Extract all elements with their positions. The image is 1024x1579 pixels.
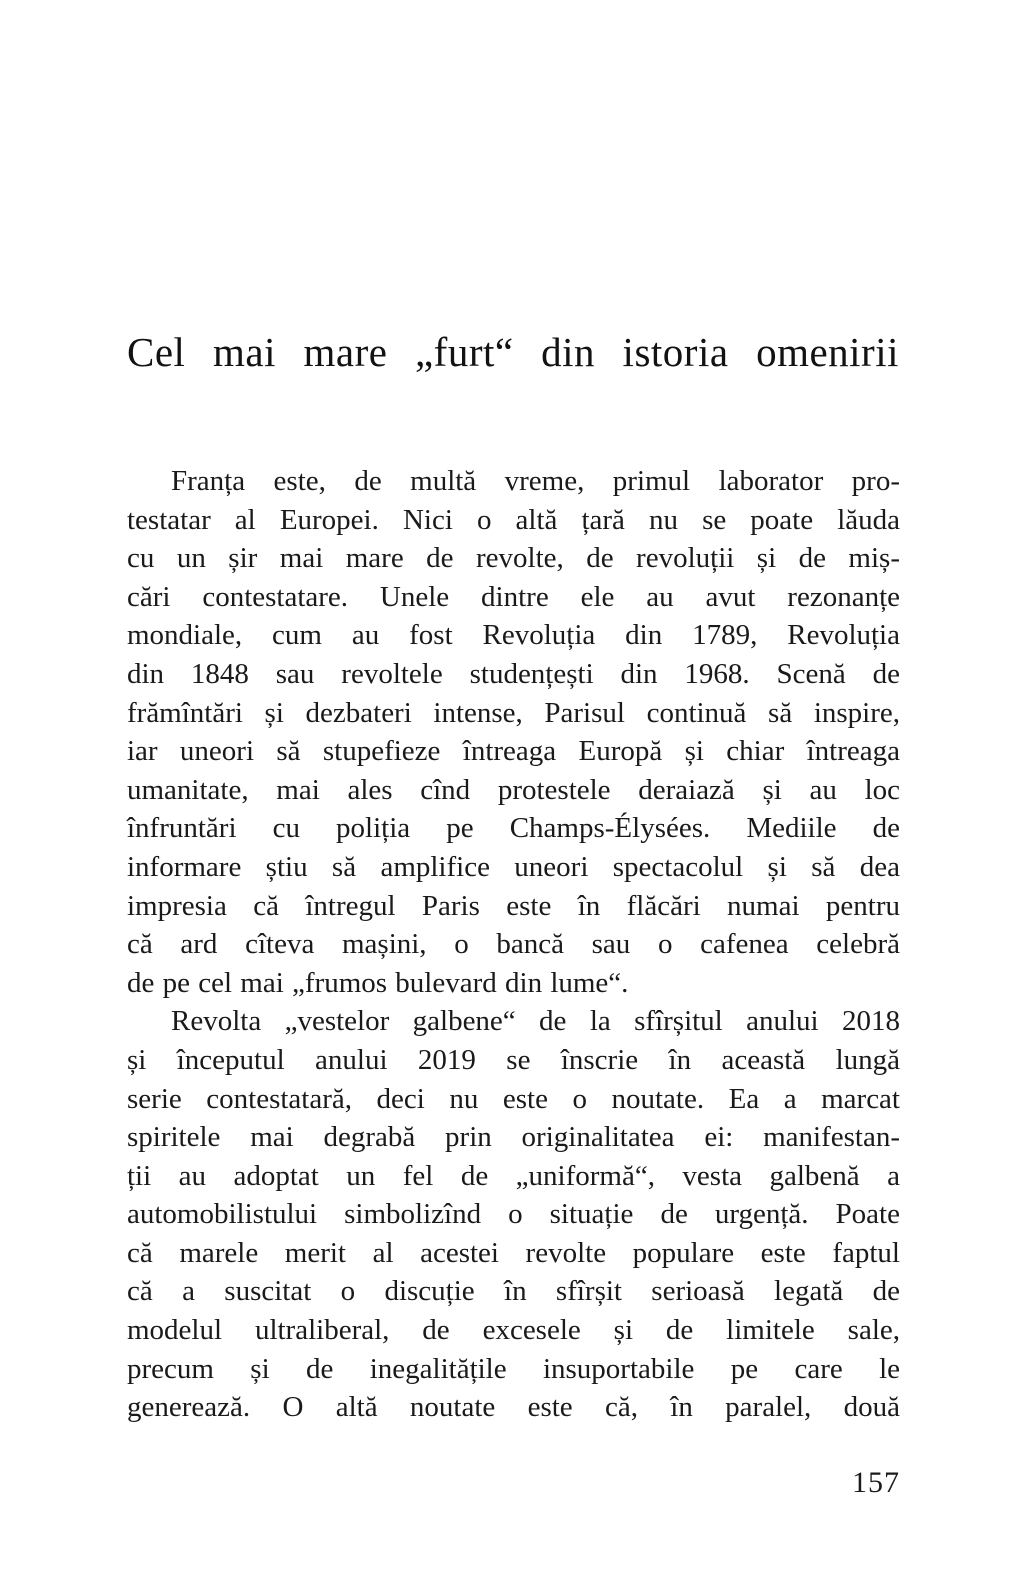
text-line: Franța este, de multă vreme, primul laborator pro- bbox=[171, 465, 900, 497]
text-line: testatar al Europei. Nici o altă țară nu se poate lăuda bbox=[127, 503, 900, 536]
text-line: frămîntări și dezbateri intense, Parisul continuă să inspire, bbox=[127, 696, 900, 729]
text-line: generează. O altă noutate este că, în paralel, două bbox=[127, 1391, 900, 1424]
text-line: cări contestatare. Unele dintre ele au avut rezonanțe bbox=[127, 580, 900, 613]
text-line: modelul ultraliberal, de excesele și de limitele sale, bbox=[127, 1314, 900, 1347]
text-line: spiritele mai degrabă prin originalitatea ei: manifestan- bbox=[127, 1121, 900, 1154]
text-line: impresia că întregul Paris este în flăcări numai pentru bbox=[127, 889, 900, 922]
text-line: umanitate, mai ales cînd protestele deraiază și au loc bbox=[127, 773, 900, 806]
text-line: și începutul anului 2019 se înscrie în această lungă bbox=[127, 1043, 900, 1076]
text-line: din 1848 sau revoltele studențești din 1968. Scenă de bbox=[127, 657, 900, 690]
chapter-title: Cel mai mare „furt“ din istoria omenirii bbox=[127, 329, 899, 375]
text-line: mondiale, cum au fost Revoluția din 1789, Revoluția bbox=[127, 619, 900, 652]
text-line: iar uneori să stupefieze întreaga Europă și chiar întreaga bbox=[127, 735, 900, 768]
text-line: precum și de inegalitățile insuportabile pe care le bbox=[127, 1352, 900, 1385]
text-line: automobilistului simbolizînd o situație de urgență. Poate bbox=[127, 1198, 900, 1231]
text-line: informare știu să amplifice uneori spectacolul și să dea bbox=[127, 850, 900, 883]
text-line: că ard cîteva mașini, o bancă sau o cafenea celebră bbox=[127, 928, 900, 961]
text-line: serie contestatară, deci nu este o noutate. Ea a marcat bbox=[127, 1082, 900, 1115]
text-line: înfruntări cu poliția pe Champs-Élysées. Mediile de bbox=[127, 812, 900, 845]
text-line: că a suscitat o discuție în sfîrșit serioasă legată de bbox=[127, 1275, 900, 1308]
text-line: că marele merit al acestei revolte populare este faptul bbox=[127, 1236, 900, 1269]
text-line: ții au adoptat un fel de „uniformă“, vesta galbenă a bbox=[127, 1159, 900, 1192]
body-text bbox=[127, 462, 900, 1427]
text-line: cu un șir mai mare de revolte, de revoluții și de miș- bbox=[127, 542, 900, 575]
text-line: de pe cel mai „frumos bulevard din lume“. bbox=[127, 966, 629, 999]
page-number: 157 bbox=[852, 1466, 900, 1499]
text-line: Revolta „vestelor galbene“ de la sfîrșitul anului 2018 bbox=[171, 1005, 900, 1038]
